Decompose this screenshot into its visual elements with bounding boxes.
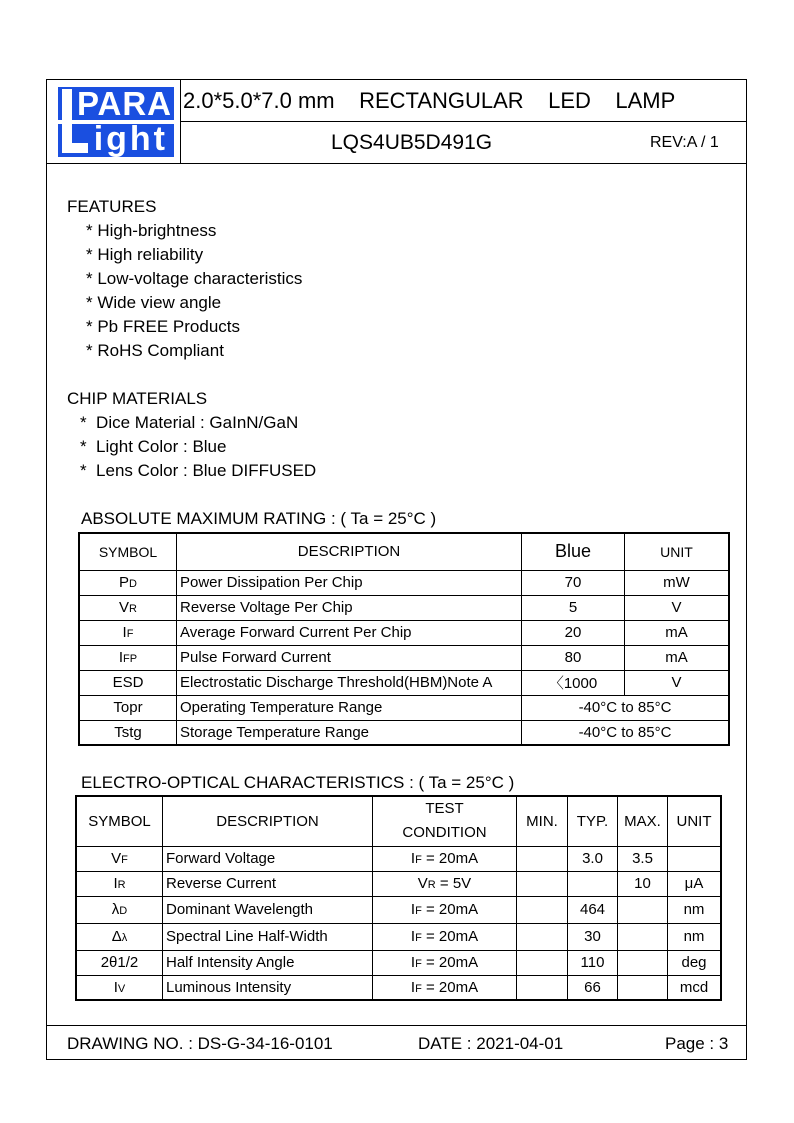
symbol-cell: VF [76,846,163,871]
description-cell: Operating Temperature Range [177,695,522,720]
symbol-cell: IF [79,620,177,645]
chip-item: * Dice Material : GaInN/GaN [80,413,299,432]
col-min: MIN. [517,796,568,846]
feature-item: * High reliability [86,245,204,264]
unit-cell: mA [625,645,730,670]
table-row [76,871,721,896]
symbol-cell: PD [79,570,177,595]
max-cell [618,950,668,975]
table-row [79,695,729,720]
min-cell [517,896,568,923]
unit-cell: μA [668,871,722,896]
min-cell [517,950,568,975]
paralight-logo [58,87,174,157]
condition-cell: IF = 20mA [373,896,517,923]
feature-item: * Pb FREE Products [86,317,241,336]
value-cell: 70 [522,570,625,595]
max-cell [618,896,668,923]
col-unit: UNIT [625,533,730,570]
table-row [76,923,721,950]
logo-bottom-text: ight [58,124,174,157]
condition-cell: IF = 20mA [373,923,517,950]
drawing-number: DRAWING NO. : DS-G-34-16-0101 [67,1034,333,1053]
table-row [79,595,729,620]
symbol-cell: Δλ [76,923,163,950]
min-cell [517,923,568,950]
document-title: 2.0*5.0*7.0 mm RECTANGULAR LED LAMP [183,88,676,113]
feature-item: * Low-voltage characteristics [86,269,303,288]
description-cell: Electrostatic Discharge Threshold(HBM)Note A [177,670,522,695]
unit-cell: mcd [668,975,722,1000]
description-cell: Average Forward Current Per Chip [177,620,522,645]
feature-item: * Wide view angle [86,293,222,312]
col-symbol: SYMBOL [76,796,163,846]
typ-cell: 110 [568,950,618,975]
value-cell: 5 [522,595,625,620]
unit-cell: deg [668,950,722,975]
max-cell [618,975,668,1000]
table-row [79,570,729,595]
symbol-cell: Topr [79,695,177,720]
col-unit: UNIT [668,796,722,846]
unit-cell: V [625,670,730,695]
unit-cell: nm [668,896,722,923]
unit-cell: mW [625,570,730,595]
symbol-cell: ESD [79,670,177,695]
min-cell [517,846,568,871]
symbol-cell: Tstg [79,720,177,745]
description-cell: Storage Temperature Range [177,720,522,745]
condition-cell: IF = 20mA [373,975,517,1000]
feature-item: * RoHS Compliant [86,341,224,360]
value-cell: 〈1000 [522,670,625,695]
unit-cell: mA [625,620,730,645]
unit-cell: V [625,595,730,620]
description-cell: Luminous Intensity [163,975,373,1000]
description-cell: Reverse Current [163,871,373,896]
revision: REV:A / 1 [650,134,719,151]
description-cell: Reverse Voltage Per Chip [177,595,522,620]
description-cell: Power Dissipation Per Chip [177,570,522,595]
col-description: DESCRIPTION [177,533,522,570]
col-blue: Blue [522,533,625,570]
typ-cell [568,871,618,896]
description-cell: Pulse Forward Current [177,645,522,670]
features-heading: FEATURES [67,197,157,216]
symbol-cell: VR [79,595,177,620]
symbol-cell: λD [76,896,163,923]
table-row [79,670,729,695]
typ-cell: 464 [568,896,618,923]
table-row [79,620,729,645]
typ-cell: 30 [568,923,618,950]
col-typ: TYP. [568,796,618,846]
page-number: Page : 3 [665,1034,729,1053]
value-cell: -40°C to 85°C [522,695,730,720]
symbol-cell: IV [76,975,163,1000]
col-description: DESCRIPTION [163,796,373,846]
eo-heading: ELECTRO-OPTICAL CHARACTERISTICS : ( Ta = 25°C ) [81,773,515,792]
feature-item: * High-brightness [86,221,217,240]
col-symbol: SYMBOL [79,533,177,570]
max-cell: 3.5 [618,846,668,871]
eo-table [75,795,722,1001]
symbol-cell: IFP [79,645,177,670]
description-cell: Half Intensity Angle [163,950,373,975]
typ-cell: 3.0 [568,846,618,871]
symbol-cell: 2θ1/2 [76,950,163,975]
header-divider [46,163,747,164]
table-row [76,975,721,1000]
table-row [79,720,729,745]
part-number: LQS4UB5D491G [331,131,493,154]
table-row [76,950,721,975]
typ-cell: 66 [568,975,618,1000]
condition-cell: VR = 5V [373,871,517,896]
logo-l-foot [62,143,88,153]
col-test-condition: TEST CONDITION [373,796,517,846]
document-date: DATE : 2021-04-01 [418,1034,564,1053]
max-cell: 10 [618,871,668,896]
header-mid-divider [180,121,747,122]
logo-divider [180,79,181,163]
logo-top-text: PARA [58,87,174,120]
unit-cell [668,846,722,871]
chip-item: * Light Color : Blue [80,437,227,456]
table-row [76,846,721,871]
description-cell: Forward Voltage [163,846,373,871]
chip-materials-heading: CHIP MATERIALS [67,389,208,408]
table-row [79,645,729,670]
description-cell: Spectral Line Half-Width [163,923,373,950]
condition-cell: IF = 20mA [373,950,517,975]
condition-cell: IF = 20mA [373,846,517,871]
min-cell [517,871,568,896]
max-cell [618,923,668,950]
description-cell: Dominant Wavelength [163,896,373,923]
col-max: MAX. [618,796,668,846]
abs-max-heading: ABSOLUTE MAXIMUM RATING : ( Ta = 25°C ) [81,509,437,528]
abs-max-table [78,532,730,746]
value-cell: -40°C to 85°C [522,720,730,745]
unit-cell: nm [668,923,722,950]
symbol-cell: IR [76,871,163,896]
value-cell: 80 [522,645,625,670]
footer-divider [46,1025,747,1026]
table-row [76,896,721,923]
chip-item: * Lens Color : Blue DIFFUSED [80,461,317,480]
min-cell [517,975,568,1000]
value-cell: 20 [522,620,625,645]
